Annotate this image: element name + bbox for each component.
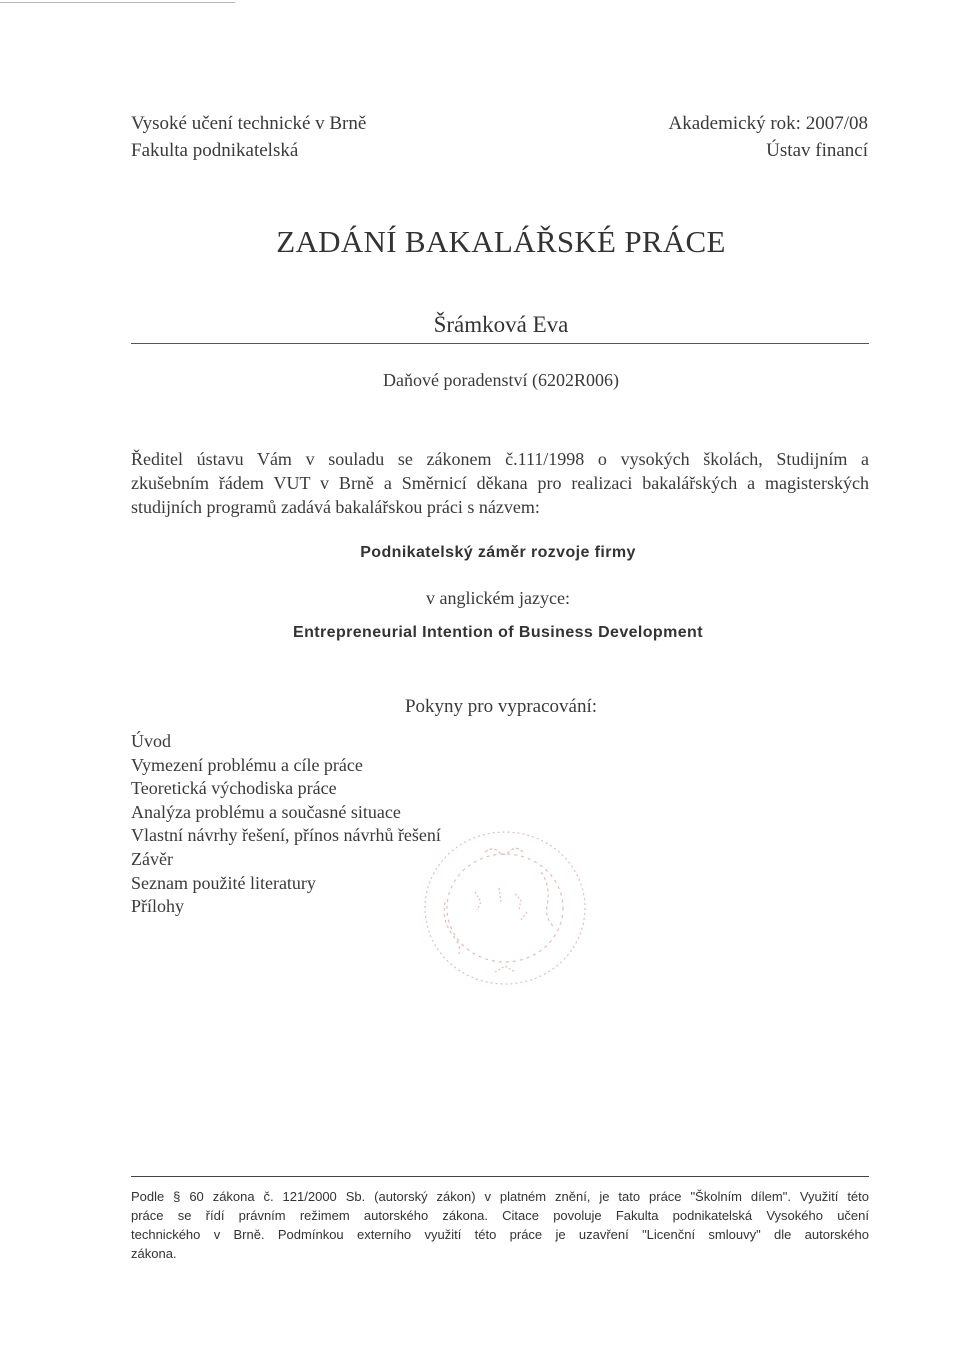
- outline-item: Úvod: [131, 731, 171, 751]
- study-program: Daňové poradenství (6202R006): [383, 370, 619, 390]
- faculty-stamp: [415, 822, 595, 992]
- intro-line: studijních programů zadává bakalářskou práci s názvem:: [131, 497, 540, 517]
- header-right: [669, 110, 868, 164]
- footer-line: práce se řídí právním režimem autorského zákona. Citace povoluje Fakulta podnikatelská Vysokého učení: [131, 1208, 869, 1223]
- outline-item: Přílohy: [131, 896, 185, 917]
- outline-list: [131, 730, 441, 919]
- academic-year: Akademický rok: 2007/08: [668, 113, 868, 134]
- faculty-name: Fakulta podnikatelská: [131, 140, 299, 161]
- institute-name: Ústav financí: [766, 140, 868, 161]
- intro-line: zkušebním řádem VUT v Brně a Směrnicí děkana pro realizaci bakalářských a magisterských: [131, 473, 869, 493]
- intro-paragraph: [131, 447, 869, 519]
- footer-line: Podle § 60 zákona č. 121/2000 Sb. (autorský zákon) v platném znění, je tato práce "Školním dílem". Využití této: [131, 1189, 869, 1204]
- instructions-heading: Pokyny pro vypracování:: [404, 696, 598, 717]
- footer-line: technického v Brně. Podmínkou externího využití této práce je uzavření "Licenční smlouvy" dle autorského: [131, 1227, 869, 1242]
- top-edge-line: [0, 2, 235, 3]
- footer-divider: [131, 1176, 869, 1177]
- outline-item: Vlastní návrhy řešení, přínos návrhů řešení: [131, 825, 441, 846]
- header-left: [131, 110, 366, 164]
- university-name: Vysoké učení technické v Brně: [131, 113, 367, 134]
- english-language-label: v anglickém jazyce:: [426, 588, 570, 608]
- copyright-notice: [131, 1187, 869, 1263]
- thesis-topic-english: Entrepreneurial Intention of Business Development: [293, 624, 703, 641]
- intro-line: Ředitel ústavu Vám v souladu se zákonem č.111/1998 o vysokých školách, Studijním a: [131, 449, 869, 469]
- footer-line: zákona.: [131, 1246, 177, 1261]
- outline-item: Analýza problému a současné situace: [131, 801, 401, 822]
- student-name: Šrámková Eva: [433, 312, 569, 337]
- outline-item: Seznam použité literatury: [131, 872, 316, 893]
- thesis-topic-czech: Podnikatelský záměr rozvoje firmy: [360, 544, 636, 561]
- outline-item: Teoretická východiska práce: [131, 778, 337, 799]
- outline-item: Vymezení problému a cíle práce: [131, 754, 363, 775]
- student-divider: [131, 343, 869, 344]
- document-title: ZADÁNÍ BAKALÁŘSKÉ PRÁCE: [276, 224, 726, 259]
- outline-item: Závěr: [131, 848, 173, 869]
